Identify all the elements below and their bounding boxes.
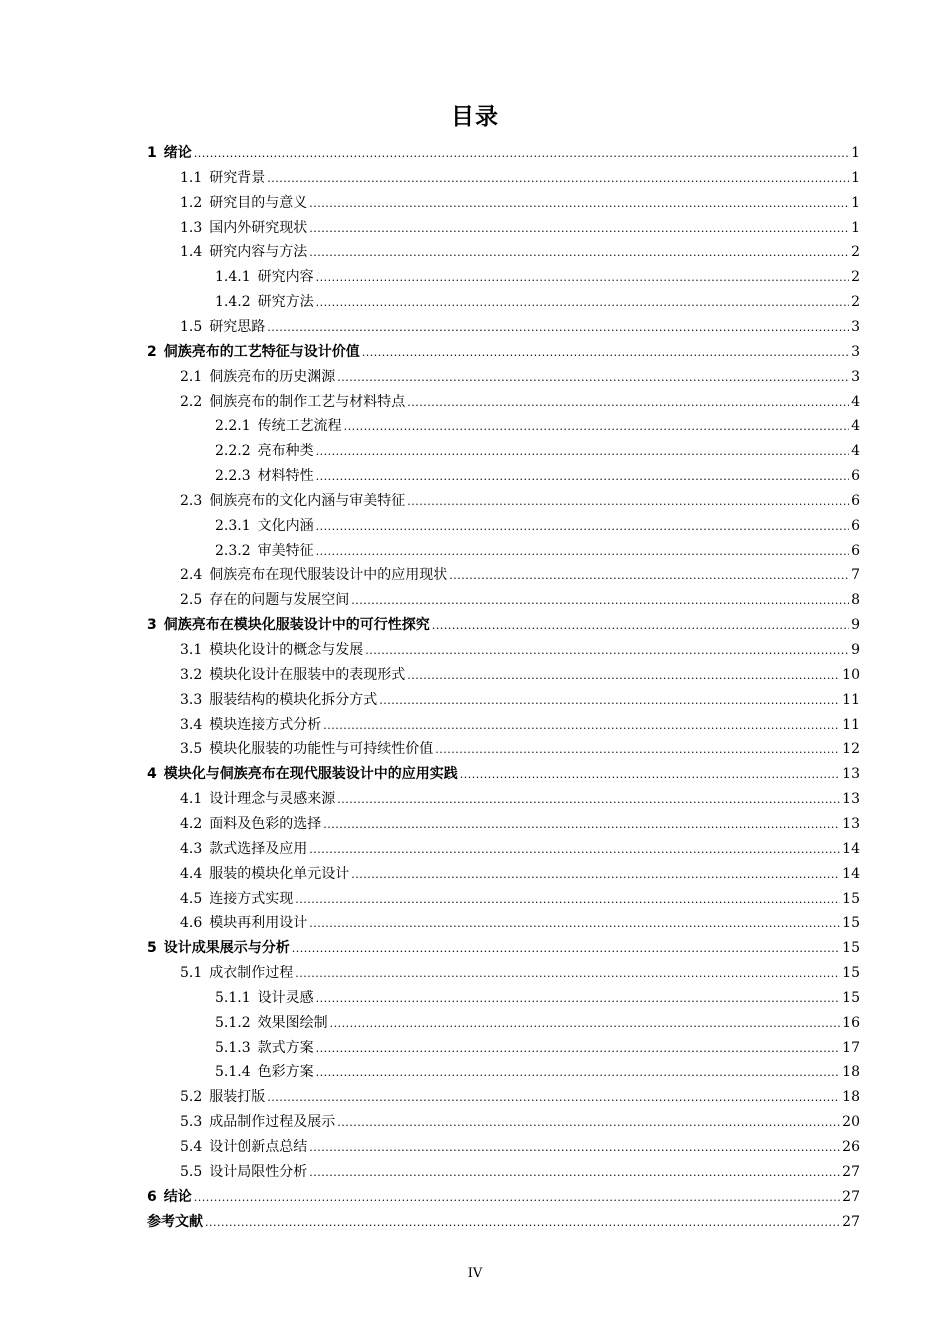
toc-entry-number: 2.1	[180, 368, 203, 385]
toc-entry[interactable]	[180, 1135, 860, 1160]
toc-entry-number: 3.2	[180, 666, 203, 683]
dot-leader	[316, 539, 849, 564]
toc-entry-page: 13	[842, 791, 860, 808]
toc-entry[interactable]	[180, 216, 860, 241]
dot-leader	[267, 315, 849, 340]
toc-entry-page: 3	[851, 368, 860, 385]
toc-entry[interactable]	[180, 240, 860, 265]
toc-entry[interactable]	[215, 1011, 860, 1036]
toc-entry-title: 结论	[163, 1188, 192, 1205]
toc-entry-page: 9	[851, 642, 860, 658]
toc-entry[interactable]	[180, 663, 860, 688]
toc-entry[interactable]	[180, 713, 860, 738]
toc-entry-number: 1.2	[180, 194, 203, 211]
toc-entry[interactable]	[180, 688, 860, 713]
dot-leader	[309, 240, 849, 265]
toc-entry-number: 2.4	[180, 567, 203, 584]
toc-entry-number: 2.2.3	[215, 468, 251, 485]
dot-leader	[365, 638, 849, 663]
toc-entry-title: 款式选择及应用	[209, 840, 308, 857]
toc-entry-page: 13	[842, 815, 860, 832]
dot-leader	[316, 1060, 841, 1085]
toc-entry-number: 2	[147, 343, 157, 360]
dot-leader	[351, 588, 849, 613]
dot-leader	[337, 787, 840, 812]
toc-entry-page: 4	[851, 443, 860, 460]
toc-entry[interactable]	[215, 464, 860, 489]
toc-entry[interactable]	[215, 290, 860, 315]
toc-entry-number: 5.5	[180, 1163, 203, 1180]
toc-entry-title: 服装打版	[209, 1089, 266, 1106]
dot-leader	[316, 986, 841, 1011]
toc-entry-number: 1.4.2	[215, 294, 251, 311]
toc-entry-number: 5	[147, 940, 157, 957]
toc-entry-number: 5.1.3	[215, 1039, 251, 1056]
toc-entry-number: 4.3	[180, 840, 203, 857]
toc-entry[interactable]	[180, 1110, 860, 1135]
toc-entry-title: 国内外研究现状	[209, 219, 308, 236]
dot-leader	[309, 216, 849, 241]
toc-entry-title: 侗族亮布的制作工艺与材料特点	[209, 393, 406, 410]
toc-entry-number: 3.3	[180, 691, 203, 708]
dot-leader	[460, 762, 840, 787]
toc-entry-title: 模块化设计的概念与发展	[209, 642, 364, 658]
toc-entry-page: 10	[842, 666, 860, 683]
toc-entry-title: 侗族亮布在模块化服装设计中的可行性探究	[163, 617, 430, 634]
dot-leader	[205, 1210, 840, 1235]
toc-entry-page: 27	[842, 1188, 860, 1205]
dot-leader	[309, 1160, 840, 1185]
toc-entry-title: 连接方式实现	[209, 890, 294, 907]
toc-entry-page: 18	[842, 1064, 860, 1081]
toc-entry[interactable]	[215, 414, 860, 439]
toc-entry-page: 14	[842, 865, 860, 882]
toc-entry-title: 侗族亮布在现代服装设计中的应用现状	[209, 567, 448, 584]
toc-entry-number: 5.1.4	[215, 1064, 251, 1081]
toc-entry-title: 模块化设计在服装中的表现形式	[209, 666, 406, 683]
toc-entry-page: 17	[842, 1039, 860, 1056]
toc-entry[interactable]	[147, 141, 860, 166]
toc-entry-title: 款式方案	[257, 1039, 314, 1056]
toc-entry-title: 色彩方案	[257, 1064, 314, 1081]
toc-entry-title: 侗族亮布的工艺特征与设计价值	[163, 343, 360, 360]
toc-entry-number: 5.2	[180, 1089, 203, 1106]
toc-entry[interactable]	[215, 1060, 860, 1085]
dot-leader	[295, 887, 840, 912]
toc-entry[interactable]	[180, 191, 860, 216]
toc-entry-title: 绪论	[163, 145, 192, 161]
toc-entry-title: 侗族亮布的文化内涵与审美特征	[209, 492, 406, 509]
toc-entry[interactable]	[147, 1210, 860, 1235]
toc-entry-page: 8	[851, 592, 860, 609]
toc-entry-page: 13	[842, 766, 860, 783]
toc-entry-page: 15	[842, 940, 860, 957]
toc-entry-page: 4	[851, 418, 860, 435]
toc-entry-title: 设计局限性分析	[209, 1163, 308, 1180]
dot-leader	[330, 1011, 841, 1036]
page-number-footer: IV	[467, 1266, 483, 1281]
dot-leader	[316, 514, 849, 539]
toc-entry[interactable]	[147, 613, 860, 638]
toc-entry[interactable]	[180, 961, 860, 986]
toc-entry-page: 26	[842, 1139, 860, 1155]
toc-entry-page: 2	[851, 269, 860, 286]
toc-entry-title: 面料及色彩的选择	[209, 815, 322, 832]
toc-entry[interactable]	[180, 365, 860, 390]
toc-entry-title: 服装结构的模块化拆分方式	[209, 691, 378, 708]
dot-leader	[316, 1036, 841, 1061]
toc-entry[interactable]	[180, 166, 860, 191]
dot-leader	[309, 191, 849, 216]
toc-entry-title: 材料特性	[257, 468, 314, 485]
dot-leader	[292, 936, 840, 961]
toc-entry-number: 1.3	[180, 219, 203, 236]
toc-entry-number: 1.1	[180, 169, 203, 186]
dot-leader	[267, 166, 849, 191]
toc-entry-page: 1	[851, 194, 860, 211]
toc-entry-number: 4.1	[180, 791, 203, 808]
toc-entry[interactable]	[147, 936, 860, 961]
toc-entry[interactable]	[180, 812, 860, 837]
toc-entry[interactable]	[180, 737, 860, 762]
toc-entry-number: 6	[147, 1188, 157, 1205]
toc-entry[interactable]	[215, 439, 860, 464]
toc-entry-page: 9	[851, 617, 860, 634]
toc-entry-page: 3	[851, 343, 860, 360]
toc-entry[interactable]	[180, 563, 860, 588]
toc-entry[interactable]	[180, 787, 860, 812]
toc-entry-page: 1	[851, 169, 860, 186]
toc-entry[interactable]	[180, 390, 860, 415]
toc-entry-page: 12	[842, 741, 860, 758]
toc-entry[interactable]	[147, 1185, 860, 1210]
dot-leader	[407, 489, 849, 514]
toc-entry[interactable]	[180, 489, 860, 514]
toc-entry-title: 研究目的与意义	[209, 194, 308, 211]
toc-entry-number: 4.4	[180, 865, 203, 882]
toc-entry-page: 15	[842, 915, 860, 932]
toc-entry-page: 27	[842, 1213, 860, 1230]
toc-entry-page: 15	[842, 989, 860, 1006]
toc-entry-page: 27	[842, 1163, 860, 1180]
dot-leader	[316, 464, 849, 489]
toc-entry-title: 效果图绘制	[257, 1014, 328, 1031]
dot-leader	[432, 613, 849, 638]
dot-leader	[194, 1185, 840, 1210]
toc-entry-page: 6	[851, 517, 860, 534]
toc-entry-title: 传统工艺流程	[257, 418, 342, 435]
toc-entry-title: 研究背景	[209, 169, 266, 186]
toc-entry-number: 4.6	[180, 915, 203, 932]
toc-entry-page: 2	[851, 244, 860, 261]
toc-entry[interactable]	[180, 1085, 860, 1110]
dot-leader	[323, 713, 840, 738]
toc-entry-number: 1.4.1	[215, 269, 251, 286]
toc-entry-page: 16	[842, 1014, 860, 1031]
toc-entry-title: 设计创新点总结	[209, 1139, 308, 1155]
dot-leader	[337, 365, 849, 390]
toc-entry-title: 模块化服装的功能性与可持续性价值	[209, 741, 434, 758]
toc-entry-number: 1	[147, 145, 157, 161]
toc-entry-number: 2.2	[180, 393, 203, 410]
dot-leader	[351, 862, 840, 887]
dot-leader	[344, 414, 849, 439]
toc-entry-page: 11	[842, 716, 860, 733]
toc-entry-page: 6	[851, 468, 860, 485]
toc-entry-number: 4.2	[180, 815, 203, 832]
toc-entry-page: 14	[842, 840, 860, 857]
dot-leader	[323, 812, 840, 837]
toc-entry-title: 成衣制作过程	[209, 965, 294, 982]
toc-entry-title: 审美特征	[257, 542, 314, 559]
page-title: 目录	[451, 104, 499, 130]
dot-leader	[309, 1135, 840, 1160]
toc-entry-number: 1.5	[180, 318, 203, 335]
dot-leader	[316, 439, 849, 464]
toc-entry-number: 2.2.1	[215, 418, 251, 435]
toc-entry[interactable]	[215, 514, 860, 539]
toc-entry-page: 18	[842, 1089, 860, 1106]
dot-leader	[407, 663, 840, 688]
toc-entry-title: 成品制作过程及展示	[209, 1114, 336, 1131]
toc-entry[interactable]	[215, 986, 860, 1011]
toc-entry-title: 服装的模块化单元设计	[209, 865, 350, 882]
toc-entry-title: 亮布种类	[257, 443, 314, 460]
toc-entry-number: 5.1.1	[215, 989, 251, 1006]
toc-entry-page: 15	[842, 890, 860, 907]
toc-entry-number: 3	[147, 617, 157, 634]
toc-entry-number: 3.5	[180, 741, 203, 758]
toc-entry-page: 1	[851, 145, 860, 161]
toc-entry-page: 2	[851, 294, 860, 311]
dot-leader	[194, 141, 849, 166]
toc-entry-number: 2.3.1	[215, 517, 251, 534]
dot-leader	[379, 688, 840, 713]
toc-entry[interactable]	[215, 539, 860, 564]
toc-entry[interactable]	[180, 837, 860, 862]
toc-entry-number: 2.5	[180, 592, 203, 609]
toc-entry[interactable]	[180, 588, 860, 613]
toc-entry-title: 研究思路	[209, 318, 266, 335]
dot-leader	[295, 961, 840, 986]
toc-entry-page: 3	[851, 318, 860, 335]
toc-entry[interactable]	[180, 315, 860, 340]
toc-entry[interactable]	[147, 762, 860, 787]
toc-entry-number: 2.3.2	[215, 542, 251, 559]
toc-entry-title: 模块再利用设计	[209, 915, 308, 932]
toc-entry-title: 文化内涵	[257, 517, 314, 534]
toc-entry-number: 5.1.2	[215, 1014, 251, 1031]
toc-entry-title: 参考文献	[147, 1213, 203, 1230]
toc-entry[interactable]	[180, 1160, 860, 1185]
toc-entry-page: 1	[851, 219, 860, 236]
dot-leader	[267, 1085, 840, 1110]
toc-entry[interactable]	[215, 265, 860, 290]
toc-entry-page: 4	[851, 393, 860, 410]
toc-entry-number: 5.1	[180, 965, 203, 982]
dot-leader	[316, 265, 849, 290]
toc-entry-number: 5.3	[180, 1114, 203, 1131]
toc-entry[interactable]	[180, 911, 860, 936]
toc-entry-title: 设计成果展示与分析	[163, 940, 290, 957]
toc-entry[interactable]	[180, 887, 860, 912]
toc-entry-title: 研究内容	[257, 269, 314, 286]
toc-entry-title: 模块化与侗族亮布在现代服装设计中的应用实践	[163, 766, 458, 783]
toc-entry[interactable]	[215, 1036, 860, 1061]
toc-entry-title: 设计理念与灵感来源	[209, 791, 336, 808]
dot-leader	[407, 390, 849, 415]
toc-entry[interactable]	[180, 862, 860, 887]
toc-entry-title: 研究方法	[257, 294, 314, 311]
toc-entry-number: 4.5	[180, 890, 203, 907]
dot-leader	[309, 837, 840, 862]
toc-entry-page: 15	[842, 965, 860, 982]
toc-entry-title: 设计灵感	[257, 989, 314, 1006]
toc-entry-page: 11	[842, 691, 860, 708]
toc-entry[interactable]	[147, 340, 860, 365]
toc-entry-title: 存在的问题与发展空间	[209, 592, 350, 609]
dot-leader	[435, 737, 840, 762]
dot-leader	[337, 1110, 840, 1135]
toc-entry-title: 模块连接方式分析	[209, 716, 322, 733]
toc-entry-number: 3.4	[180, 716, 203, 733]
dot-leader	[362, 340, 849, 365]
toc-entry-title: 研究内容与方法	[209, 244, 308, 261]
dot-leader	[309, 911, 840, 936]
toc-entry-number: 2.2.2	[215, 443, 251, 460]
toc-entry-page: 6	[851, 492, 860, 509]
toc-entry-title: 侗族亮布的历史渊源	[209, 368, 336, 385]
dot-leader	[316, 290, 849, 315]
toc-entry-page: 6	[851, 542, 860, 559]
toc-entry-page: 7	[851, 567, 860, 584]
toc-entry-page: 20	[842, 1114, 860, 1131]
toc-entry-number: 3.1	[180, 642, 203, 658]
dot-leader	[449, 563, 849, 588]
toc-entry[interactable]	[180, 638, 860, 663]
toc-entry-number: 1.4	[180, 244, 203, 261]
toc-entry-number: 4	[147, 766, 157, 783]
toc-entry-number: 5.4	[180, 1139, 203, 1155]
toc-entry-number: 2.3	[180, 492, 203, 509]
